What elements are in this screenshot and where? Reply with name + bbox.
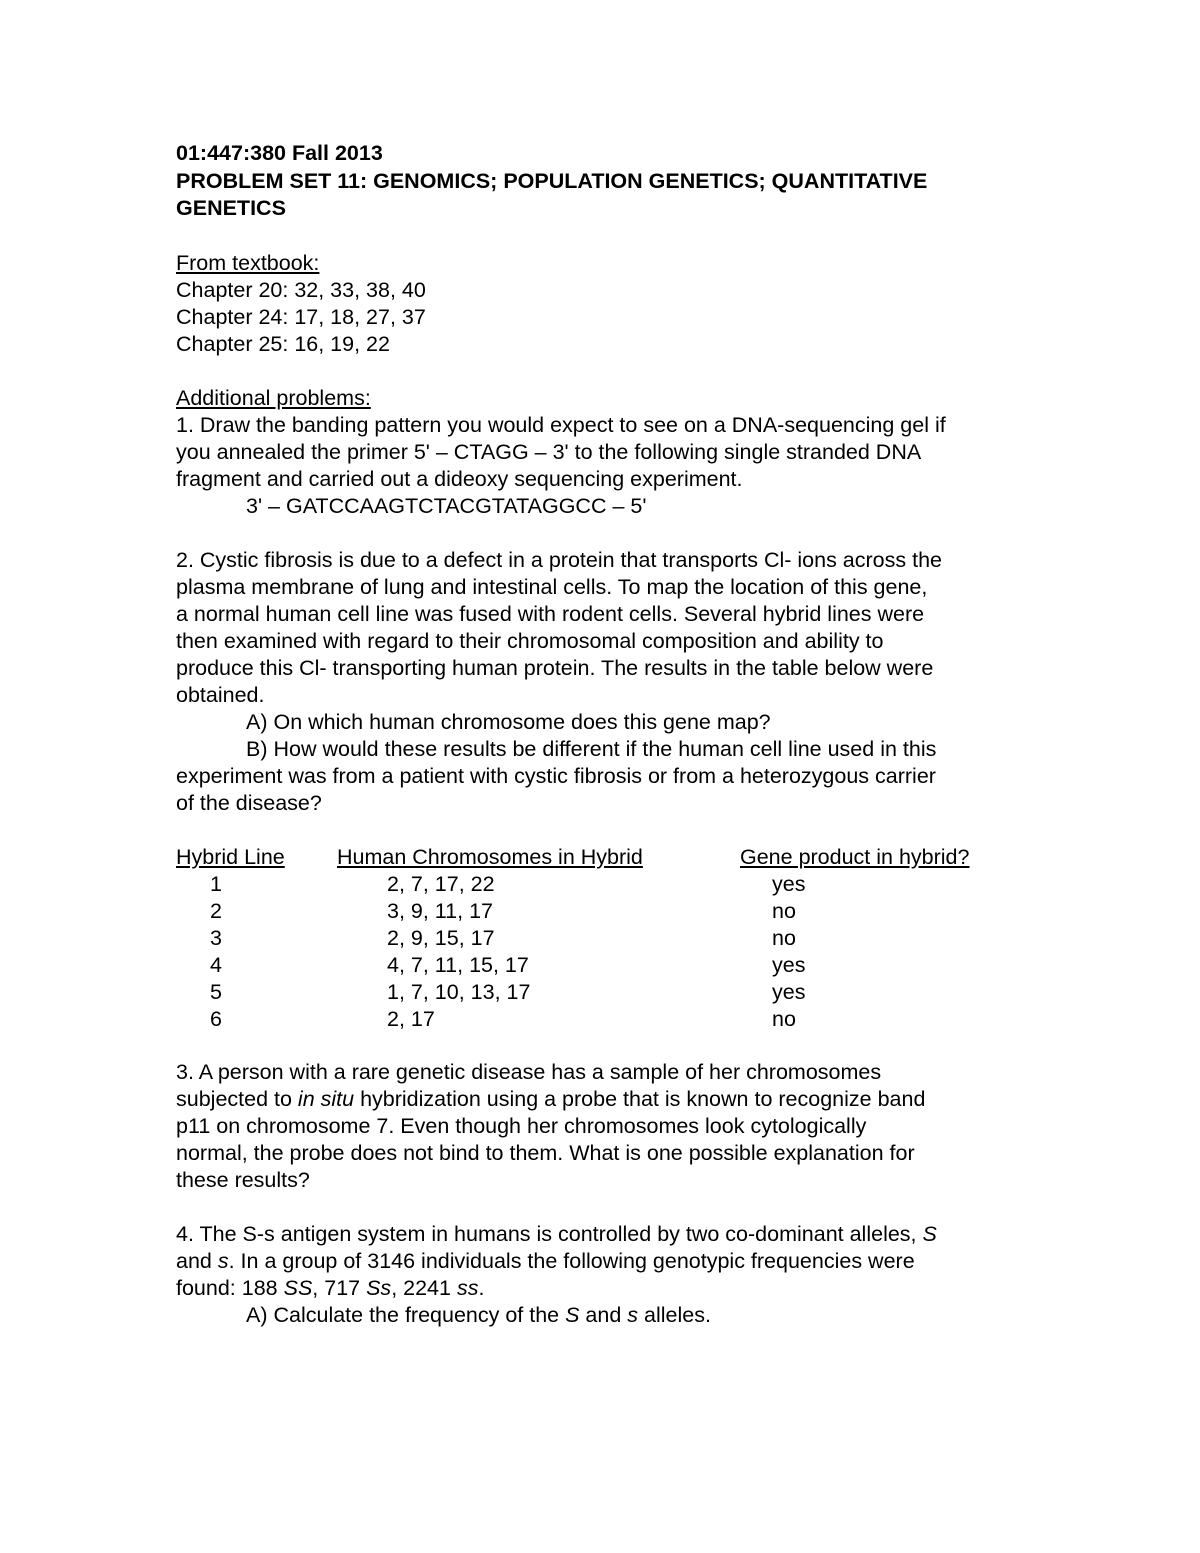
genotype-ss: ss <box>456 1275 479 1300</box>
spacer <box>176 520 1036 547</box>
table-row <box>176 871 1036 898</box>
problem2-line: obtained. <box>176 682 265 707</box>
cell-hybrid-line: 5 <box>210 979 222 1004</box>
cell-chromosomes: 2, 9, 15, 17 <box>387 925 495 950</box>
problem4-text: alleles. <box>638 1302 711 1327</box>
problem3-line: p11 on chromosome 7. Even though her chromosomes look cytologically <box>176 1113 867 1138</box>
problem4-text: A) Calculate the frequency of the <box>246 1302 566 1327</box>
table-row <box>176 1006 1036 1033</box>
allele-s: s <box>217 1248 229 1273</box>
cell-hybrid-line: 2 <box>210 898 222 923</box>
header-hybrid-line: Hybrid Line <box>176 844 285 869</box>
cell-chromosomes: 2, 17 <box>387 1006 435 1031</box>
problem4-question-a <box>176 1302 1036 1329</box>
problem4-line <box>176 1275 1036 1302</box>
cell-chromosomes: 2, 7, 17, 22 <box>387 871 495 896</box>
problem4-text: . In a group of 3146 individuals the following genotypic frequencies were <box>228 1248 915 1273</box>
course-code: 01:447:380 Fall 2013 <box>176 141 383 165</box>
problem2-line: then examined with regard to their chromosomal composition and ability to <box>176 628 884 653</box>
problem1-line: you annealed the primer 5' – CTAGG – 3' to the following single stranded DNA <box>176 439 922 464</box>
problem2-line: plasma membrane of lung and intestinal cells. To map the location of this gene, <box>176 574 928 599</box>
spacer <box>176 1034 1036 1059</box>
title-line-1: PROBLEM SET 11: GENOMICS; POPULATION GENETICS; QUANTITATIVE <box>176 168 928 193</box>
spacer <box>176 1194 1036 1221</box>
problem2-question-b: of the disease? <box>176 790 322 815</box>
problem4-text: . <box>478 1275 485 1300</box>
problem4-text: and <box>579 1302 628 1327</box>
problem2-question-a: A) On which human chromosome does this gene map? <box>246 709 771 734</box>
table-row <box>176 898 1036 925</box>
cell-gene-product: no <box>772 925 796 950</box>
cell-chromosomes: 3, 9, 11, 17 <box>387 898 493 923</box>
cell-hybrid-line: 1 <box>210 871 222 896</box>
problem3-text: hybridization using a probe that is known to recognize band <box>354 1086 926 1111</box>
allele-S: S <box>565 1302 580 1327</box>
cell-gene-product: no <box>772 898 796 923</box>
additional-problems-label: Additional problems: <box>176 385 371 410</box>
problem4-text: , 2241 <box>391 1275 457 1300</box>
allele-S: S <box>922 1221 937 1246</box>
chapter-24-line: Chapter 24: 17, 18, 27, 37 <box>176 304 426 329</box>
cell-hybrid-line: 6 <box>210 1006 222 1031</box>
in-situ-term: in situ <box>297 1086 355 1111</box>
table-header-row <box>176 844 1036 871</box>
hybrid-table <box>176 844 1036 1034</box>
cell-chromosomes: 1, 7, 10, 13, 17 <box>387 979 531 1004</box>
header-gene-product: Gene product in hybrid? <box>740 844 970 869</box>
problem3-line: 3. A person with a rare genetic disease has a sample of her chromosomes <box>176 1059 882 1084</box>
problem1-line: fragment and carried out a dideoxy sequencing experiment. <box>176 466 743 491</box>
problem3-line: normal, the probe does not bind to them. What is one possible explanation for <box>176 1140 915 1165</box>
problem2-question-b: experiment was from a patient with cystic fibrosis or from a heterozygous carrier <box>176 763 936 788</box>
table-row <box>176 979 1036 1006</box>
dna-sequence: 3' – GATCCAAGTCTACGTATAGGCC – 5' <box>246 493 647 518</box>
allele-s: s <box>627 1302 639 1327</box>
table-row <box>176 952 1036 979</box>
problem4-text: and <box>176 1248 218 1273</box>
table-row <box>176 925 1036 952</box>
problem2-question-b: B) How would these results be different if the human cell line used in this <box>246 736 937 761</box>
spacer <box>176 223 1036 250</box>
textbook-label: From textbook: <box>176 250 320 275</box>
problem4-text: found: 188 <box>176 1275 284 1300</box>
problem3-text: subjected to <box>176 1086 298 1111</box>
cell-gene-product: no <box>772 1006 796 1031</box>
spacer <box>176 358 1036 385</box>
problem2-line: 2. Cystic fibrosis is due to a defect in a protein that transports Cl- ions across the <box>176 547 942 572</box>
problem4-line <box>176 1248 1036 1275</box>
problem3-line <box>176 1086 1036 1113</box>
problem2-line: produce this Cl- transporting human protein. The results in the table below were <box>176 655 934 680</box>
problem4-line <box>176 1221 1036 1248</box>
problem2-line: a normal human cell line was fused with rodent cells. Several hybrid lines were <box>176 601 925 626</box>
problem4-text: 4. The S-s antigen system in humans is controlled by two co-dominant alleles, <box>176 1221 923 1246</box>
cell-chromosomes: 4, 7, 11, 15, 17 <box>387 952 529 977</box>
cell-gene-product: yes <box>772 952 806 977</box>
cell-gene-product: yes <box>772 979 806 1004</box>
problem-set-page <box>176 140 1036 1329</box>
problem3-line: these results? <box>176 1167 310 1192</box>
cell-gene-product: yes <box>772 871 806 896</box>
title-line-2: GENETICS <box>176 196 286 220</box>
genotype-Ss: Ss <box>366 1275 392 1300</box>
problem1-line: 1. Draw the banding pattern you would expect to see on a DNA-sequencing gel if <box>176 412 946 437</box>
problem4-text: , 717 <box>312 1275 367 1300</box>
chapter-25-line: Chapter 25: 16, 19, 22 <box>176 331 390 356</box>
header-human-chromosomes: Human Chromosomes in Hybrid <box>337 844 643 869</box>
cell-hybrid-line: 3 <box>210 925 222 950</box>
chapter-20-line: Chapter 20: 32, 33, 38, 40 <box>176 277 426 302</box>
genotype-SS: SS <box>283 1275 313 1300</box>
cell-hybrid-line: 4 <box>210 952 222 977</box>
spacer <box>176 817 1036 844</box>
